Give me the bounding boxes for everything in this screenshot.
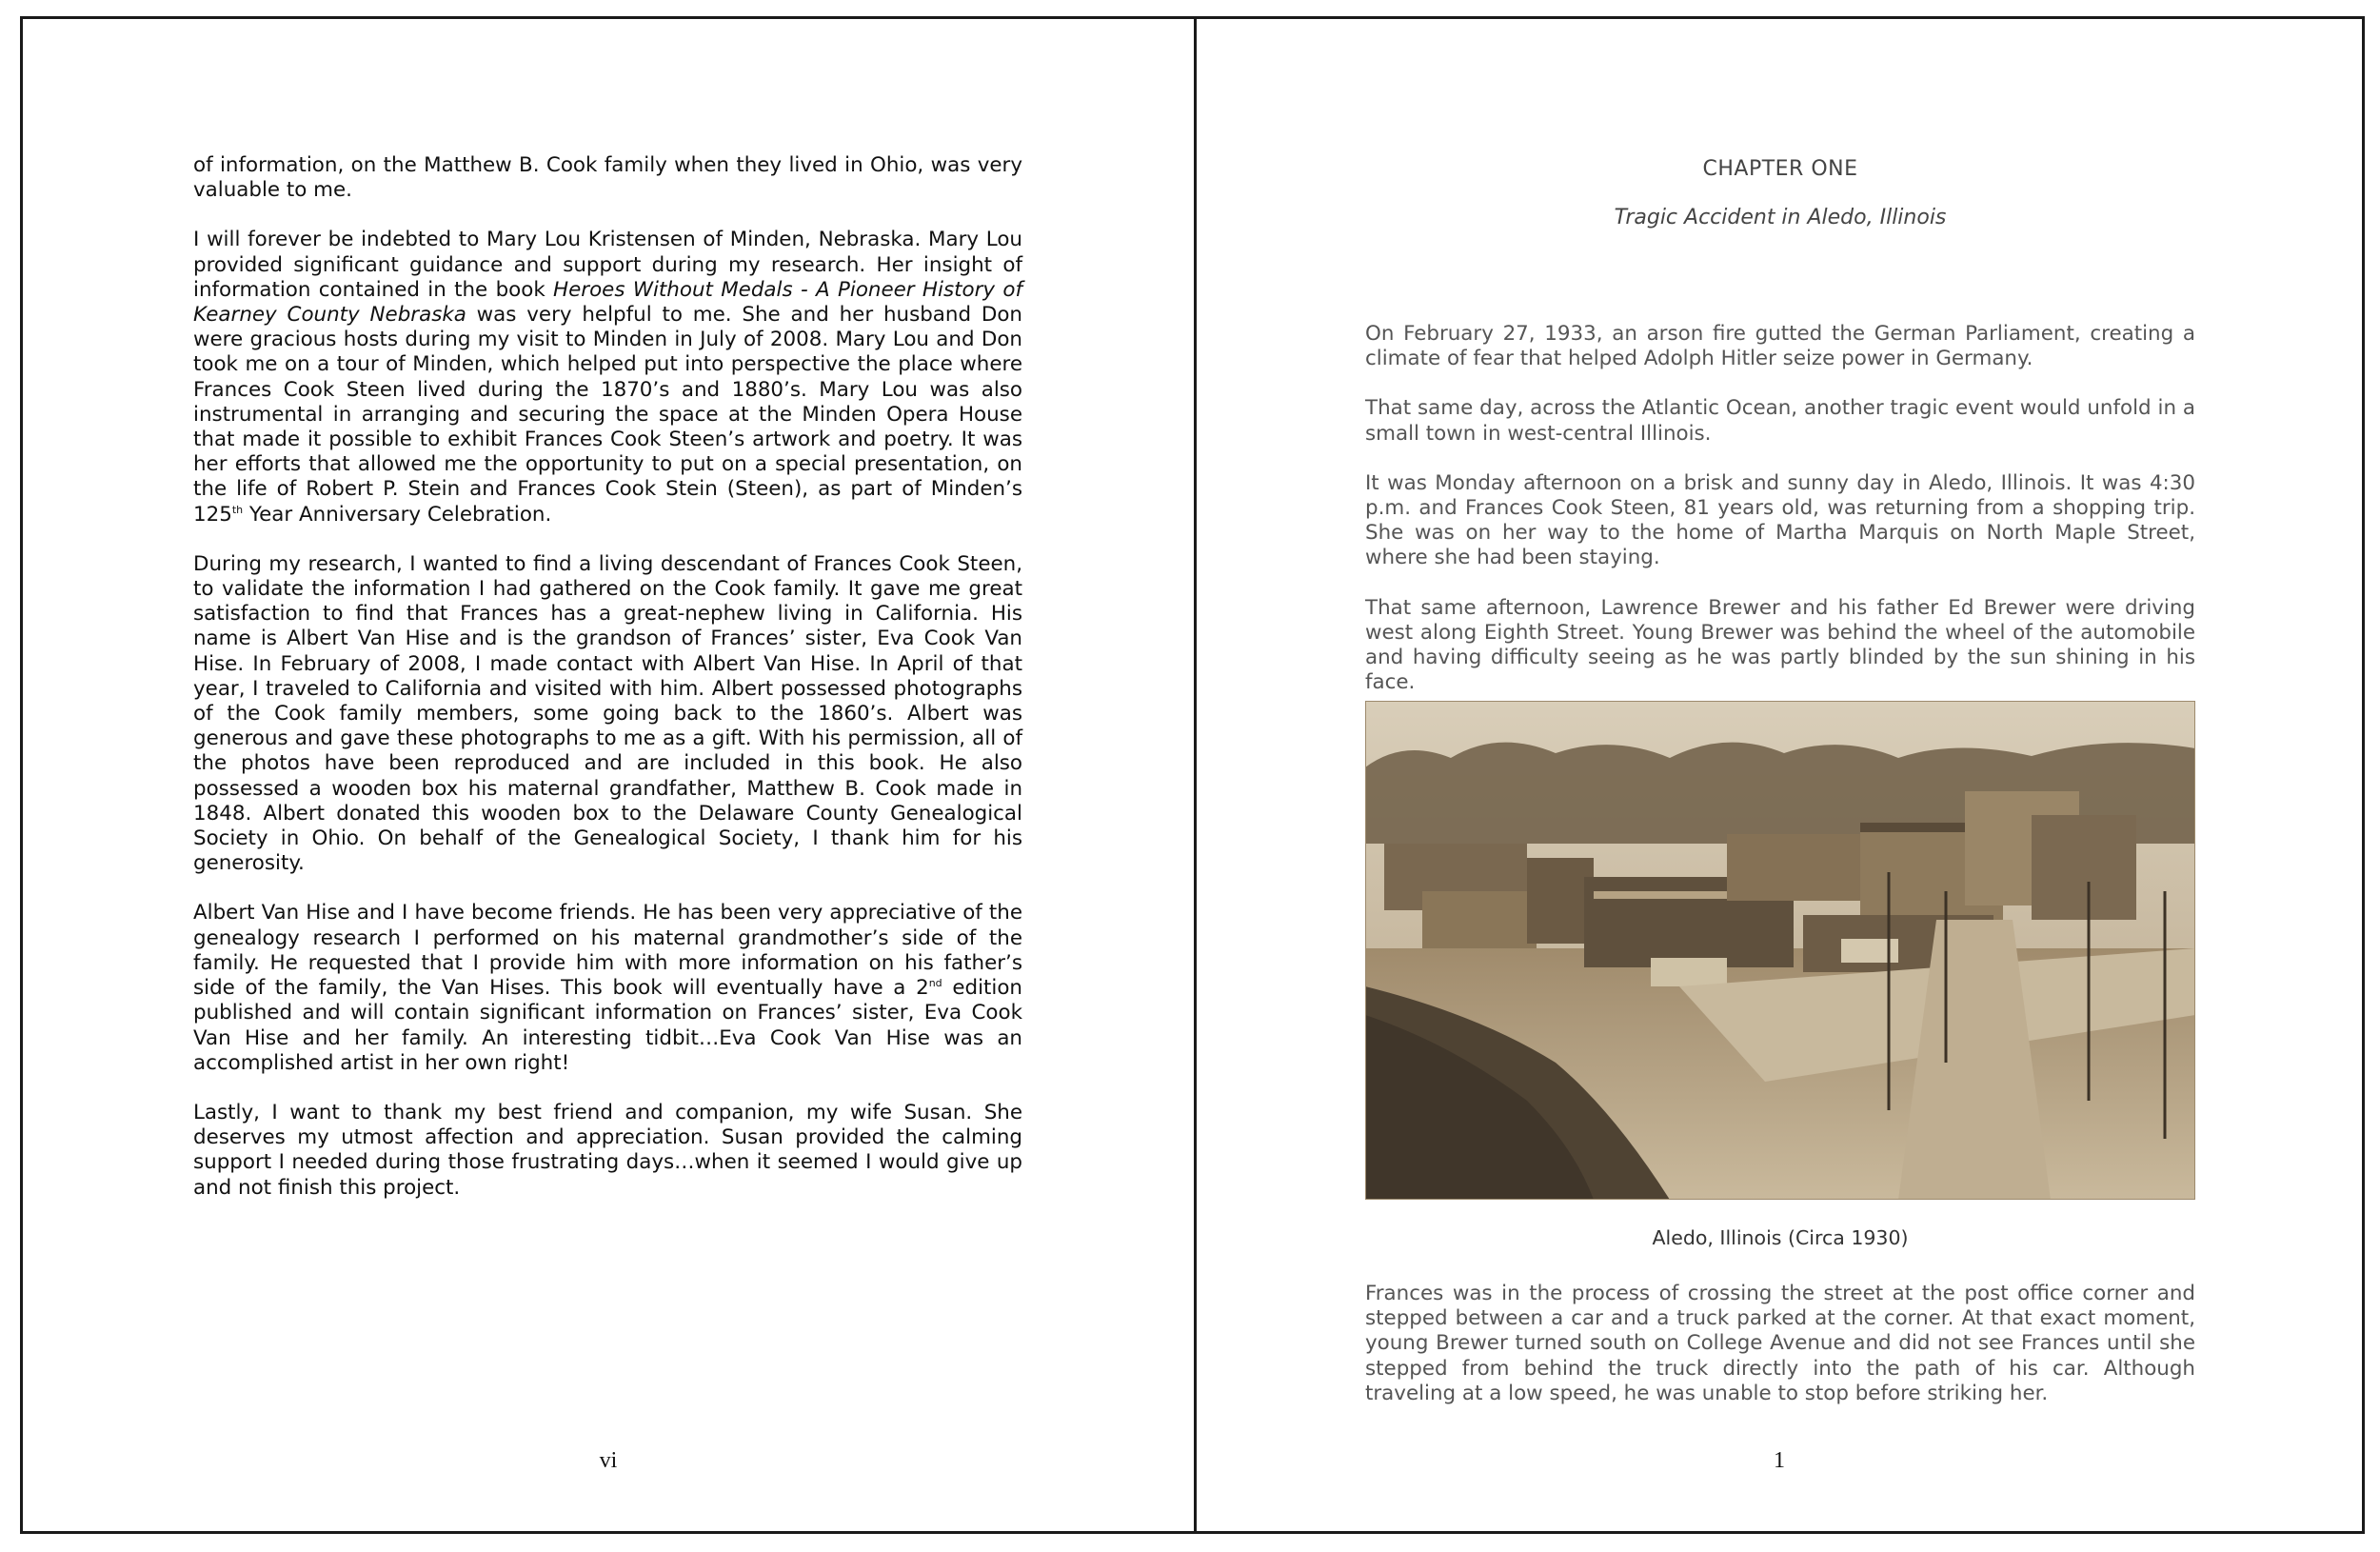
chapter-title: Tragic Accident in Aledo, Illinois (1614, 206, 1947, 229)
left-paragraph-4: Albert Van Hise and I have become friends. He has been very appreciative of the genealogy research I performed on his maternal grandmother’s side of the family. He requested that I provide him with more information on his father’s side of the family, the Van Hises. This book will eventually have a 2nd edition published and will contain significant information on Frances’ sister, Eva Cook Van Hise and her family. An interesting tidbit…Eva Cook Van Hise was an accomplished artist in her own right! (193, 901, 1022, 1075)
book-title-italic: Heroes Without Medals - A Pioneer History of Kearney County Nebraska (193, 277, 1022, 328)
superscript-th: th (231, 503, 244, 516)
right-paragraph-3: It was Monday afternoon on a brisk and sunny day in Aledo, Illinois. It was 4:30 p.m. and Frances Cook Steen, 81 years old, was returning from a shopping trip. She was on her way to the home of Martha Marquis on North Maple Street, where she had been staying. (1365, 470, 2195, 570)
chapter-heading: CHAPTER ONE (1702, 157, 1858, 181)
right-paragraph-4: That same afternoon, Lawrence Brewer and his father Ed Brewer were driving west along Eighth Street. Young Brewer was behind the wheel of the automobile and having difficulty seeing as he was partly blinded by the sun shining in his face. (1365, 595, 2195, 695)
left-paragraph-3: During my research, I wanted to find a living descendant of Frances Cook Steen, to validate the information I had gathered on the Cook family. It gave me great satisfaction to find that Frances has a great-nephew living in California. His name is Albert Van Hise and is the grandson of Frances’ sister, Eva Cook Van Hise. In February of 2008, I made contact with Albert Van Hise. In April of that year, I traveled to California and visited with him. Albert possessed photographs of the Cook family members, some going back to the 1860’s. Albert was generous and gave these photographs to me as a gift. With his permission, all of the photos have been reproduced and are included in this book. He also possessed a wooden box his maternal grandfather, Matthew B. Cook made in 1848. Albert donated this wooden box to the Delaware County Genealogical Society in Ohio. On behalf of the Genealogical Society, I thank him for his generosity. (193, 551, 1022, 876)
right-paragraph-2: That same day, across the Atlantic Ocean, another tragic event would unfold in a small town in west-central Illinois. (1365, 396, 2195, 446)
left-paragraph-2: I will forever be indebted to Mary Lou Kristensen of Minden, Nebraska. Mary Lou provided significant guidance and support during my research. Her insight of information contained in the book Heroes Without Medals - A Pioneer History of Kearney County Nebraska was very helpful to me. She and her husband Don were gracious hosts during my visit to Minden in July of 2008. Mary Lou and Don took me on a tour of Minden, which helped put into perspective the place where Frances Cook Steen lived during the 1870’s and 1880’s. Mary Lou was also instrumental in arranging and securing the space at the Minden Opera House that made it possible to exhibit Frances Cook Steen’s artwork and poetry. It was her efforts that allowed me the opportunity to put on a special presentation, on the life of Robert P. Stein and Frances Cook Stein (Steen), as part of Minden’s 125th Year Anniversary Celebration. (193, 228, 1022, 527)
right-paragraph-5: Frances was in the process of crossing the street at the post office corner and stepped between a car and a truck parked at the corner. At that exact moment, young Brewer turned south on College Avenue and did not see Frances until she stepped from behind the truck directly into the path of his car. Although traveling at a low speed, he was unable to stop before striking her. (1365, 1282, 2195, 1405)
aledo-street-photo (1365, 701, 2195, 1200)
photo-caption: Aledo, Illinois (Circa 1930) (1652, 1226, 1909, 1249)
left-page-body (193, 153, 1022, 1225)
right-paragraph-1: On February 27, 1933, an arson fire gutted the German Parliament, creating a climate of fear that helped Adolph Hitler seize power in Germany. (1365, 322, 2195, 371)
right-page-number: 1 (1774, 1448, 1785, 1473)
left-paragraph-5: Lastly, I want to thank my best friend and companion, my wife Susan. She deserves my utmost affection and appreciation. Susan provided the calming support I needed during those frustrating days…when it seemed I would give up and not finish this project. (193, 1100, 1022, 1200)
right-page-body-bottom (1365, 1282, 2195, 1431)
left-page-number: vi (599, 1448, 618, 1473)
superscript-nd: nd (928, 976, 942, 989)
left-paragraph-1: of information, on the Matthew B. Cook family when they lived in Ohio, was very valuable to me. (193, 153, 1022, 203)
right-page-body-top (1365, 322, 2195, 720)
right-page (1194, 16, 2365, 1534)
left-page (20, 16, 1197, 1534)
